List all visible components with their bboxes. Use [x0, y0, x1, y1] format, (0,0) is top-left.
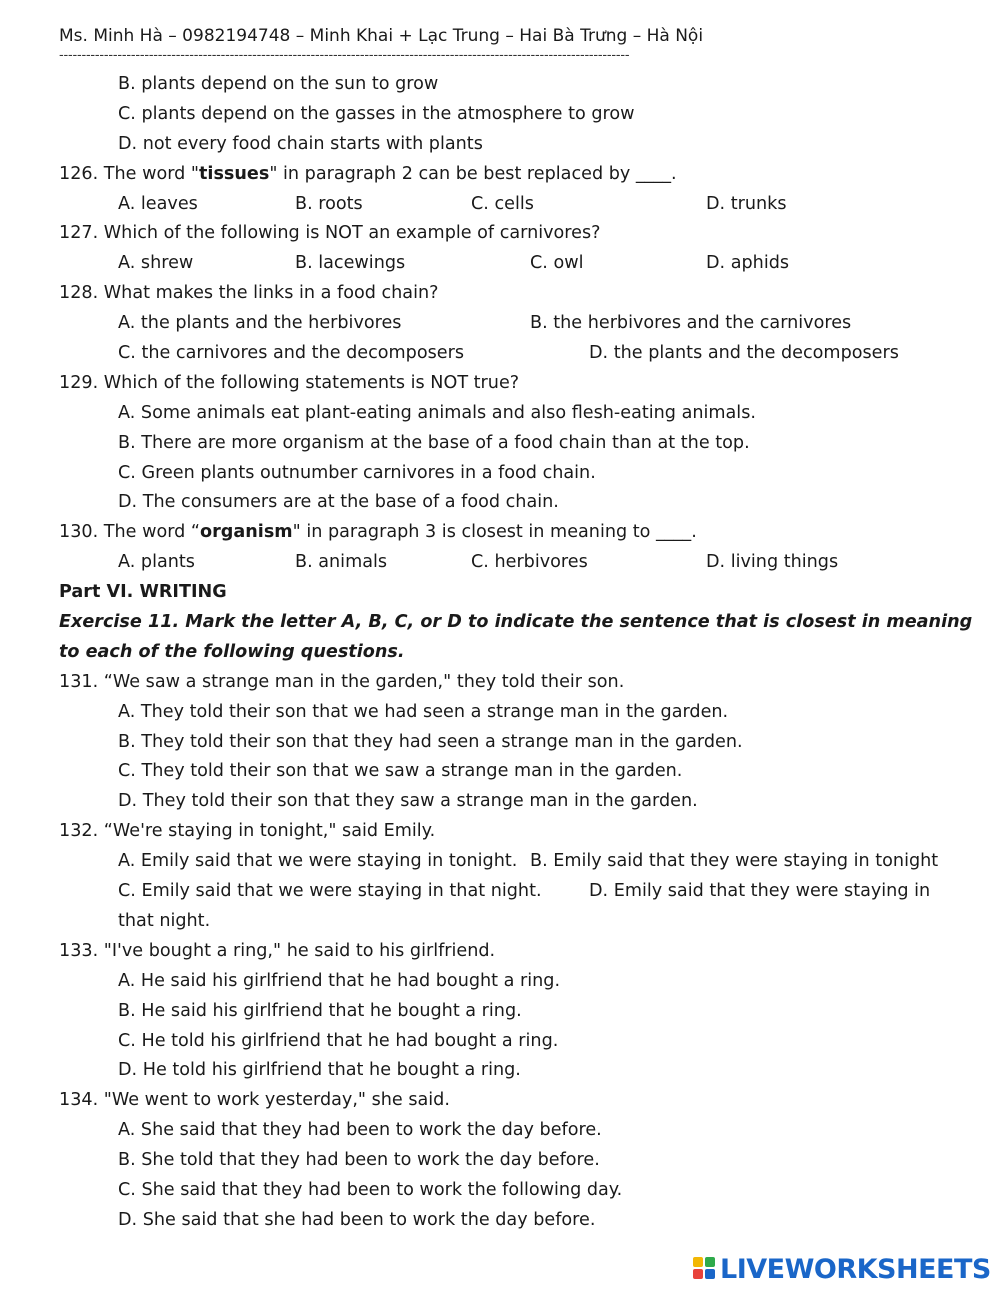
q129-option-d: D. The consumers are at the base of a food chain. — [118, 492, 559, 513]
liveworksheets-logo — [693, 1252, 991, 1286]
exercise-instruction-line2: to each of the following questions. — [59, 641, 405, 662]
q133-option-b: B. He said his girlfriend that he bought a ring. — [118, 1000, 522, 1021]
q125-option-c: C. plants depend on the gasses in the atmosphere to grow — [118, 103, 635, 124]
q132-options-row1 — [0, 847, 1000, 877]
q134-option-a: A. She said that they had been to work the day before. — [118, 1120, 602, 1141]
q133-option-d: D. He told his girlfriend that he bought a ring. — [118, 1060, 521, 1081]
worksheet-content — [0, 70, 1000, 1236]
q130-option-d: D. living things — [706, 552, 839, 573]
q126-stem-pre: 126. The word " — [59, 163, 200, 184]
q128-option-d: D. the plants and the decomposers — [589, 343, 899, 364]
q132-option-a: A. Emily said that we were staying in tonight. — [118, 851, 518, 872]
q132-option-b: B. Emily said that they were staying in tonight — [530, 851, 939, 872]
q133-option-a: A. He said his girlfriend that he had bought a ring. — [118, 970, 561, 991]
q126-option-b: B. roots — [295, 193, 363, 214]
q134-stem: 134. "We went to work yesterday," she said. — [59, 1090, 450, 1111]
q131-option-d: D. They told their son that they saw a strange man in the garden. — [118, 791, 698, 812]
q130-option-b: B. animals — [295, 552, 388, 573]
q127-stem: 127. Which of the following is NOT an example of carnivores? — [59, 223, 601, 244]
q132-options-row2 — [0, 877, 1000, 907]
q129-option-c: C. Green plants outnumber carnivores in a food chain. — [118, 462, 596, 483]
q130-options — [0, 548, 1000, 578]
q126-option-c: C. cells — [471, 193, 534, 214]
q126-option-d: D. trunks — [706, 193, 787, 214]
page-header: Ms. Minh Hà – 0982194748 – Minh Khai + Lạc Trung – Hai Bà Trưng – Hà Nội — [59, 26, 704, 46]
q126-options — [0, 190, 1000, 220]
q134-option-b: B. She told that they had been to work the day before. — [118, 1150, 600, 1171]
q127-option-c: C. owl — [530, 253, 584, 274]
q126-stem-post: " in paragraph 2 can be best replaced by ____. — [269, 163, 677, 184]
q132-stem: 132. “We're staying in tonight," said Emily. — [59, 821, 436, 842]
q129-stem: 129. Which of the following statements is NOT true? — [59, 372, 520, 393]
q130-stem-pre: 130. The word “ — [59, 522, 201, 543]
q132-option-d-continued: that night. — [118, 910, 211, 931]
q126-keyword: tissues — [199, 163, 270, 184]
q125-option-b: B. plants depend on the sun to grow — [118, 74, 439, 94]
q132-option-c: C. Emily said that we were staying in that night. — [118, 881, 542, 902]
q127-options — [0, 249, 1000, 279]
q131-option-b: B. They told their son that they had seen a strange man in the garden. — [118, 731, 743, 752]
q129-option-a: A. Some animals eat plant-eating animals and also flesh-eating animals. — [118, 402, 756, 423]
q130-keyword: organism — [200, 522, 293, 543]
q127-option-a: A. shrew — [118, 253, 194, 274]
q130-stem-post: " in paragraph 3 is closest in meaning to ____. — [292, 522, 697, 543]
q127-option-d: D. aphids — [706, 253, 790, 274]
q131-option-c: C. They told their son that we saw a strange man in the garden. — [118, 761, 683, 782]
q131-stem: 131. “We saw a strange man in the garden," they told their son. — [59, 671, 625, 692]
q125-option-d: D. not every food chain starts with plants — [118, 133, 483, 154]
q130-option-c: C. herbivores — [471, 552, 588, 573]
part-title: Part VI. WRITING — [59, 582, 227, 603]
q126-stem — [0, 160, 1000, 190]
q126-option-a: A. leaves — [118, 193, 198, 214]
header-divider: ------------------------------------------------------------------------------------------------------------------------------- — [59, 48, 630, 63]
liveworksheets-logo-text: LIVEWORKSHEETS — [720, 1253, 991, 1285]
q133-option-c: C. He told his girlfriend that he had bought a ring. — [118, 1030, 559, 1051]
liveworksheets-logo-icon — [693, 1256, 717, 1282]
q129-option-b: B. There are more organism at the base of a food chain than at the top. — [118, 432, 750, 453]
q128-stem: 128. What makes the links in a food chain? — [59, 283, 439, 304]
exercise-instruction-line1: Exercise 11. Mark the letter A, B, C, or D to indicate the sentence that is closest in meaning — [59, 612, 973, 633]
q132-option-d: D. Emily said that they were staying in — [589, 881, 931, 902]
q133-stem: 133. "I've bought a ring," he said to his girlfriend. — [59, 940, 496, 961]
q128-option-a: A. the plants and the herbivores — [118, 313, 402, 334]
q130-stem — [0, 518, 1000, 548]
q128-option-c: C. the carnivores and the decomposers — [118, 343, 465, 364]
q131-option-a: A. They told their son that we had seen a strange man in the garden. — [118, 701, 729, 722]
q128-options-row2 — [0, 339, 1000, 369]
q130-option-a: A. plants — [118, 552, 195, 573]
q134-option-c: C. She said that they had been to work the following day. — [118, 1179, 623, 1200]
q128-options-row1 — [0, 309, 1000, 339]
q134-option-d: D. She said that she had been to work the day before. — [118, 1209, 596, 1230]
q127-option-b: B. lacewings — [295, 253, 406, 274]
q128-option-b: B. the herbivores and the carnivores — [530, 313, 852, 334]
